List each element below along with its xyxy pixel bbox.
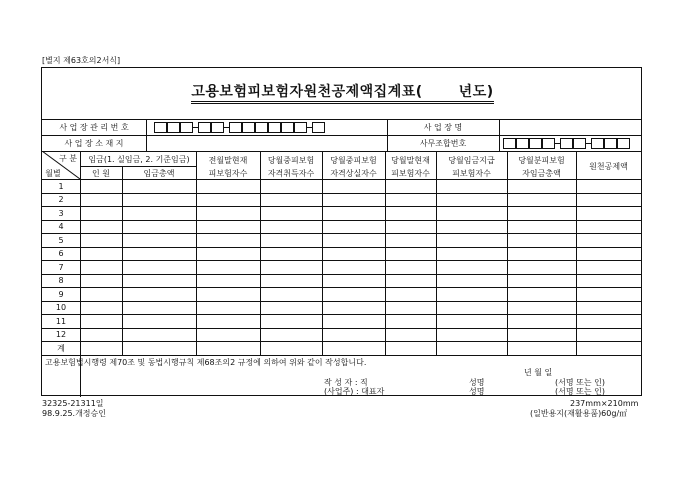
- biz-address-label: 사 업 장 소 재 지: [64, 139, 124, 148]
- row-label: 10: [55, 303, 67, 312]
- footer-statement: 고용보험법시행령 제70조 및 동법시행규칙 제68조의2 규정에 의하여 위와 같이 작성합니다.: [45, 358, 367, 367]
- corner-bottom-label: 월별: [45, 169, 61, 178]
- wage-group-header: 임금(1. 실임금, 2. 기준임금): [88, 155, 190, 164]
- owner-name-label: 성명: [469, 387, 485, 396]
- title-main: 고용보험피보험자원천공제액집계표(: [191, 84, 423, 100]
- biz-name-label: 사 업 장 명: [423, 123, 463, 132]
- headcount-header: 인 원: [92, 169, 110, 178]
- row-label: 11: [55, 316, 67, 326]
- row-label: 7: [58, 262, 64, 272]
- form-code: [별지 제63호의2서식]: [42, 56, 121, 65]
- form-title: [42, 81, 643, 101]
- row-label: 6: [58, 249, 64, 258]
- row-label: 9: [58, 289, 64, 299]
- row-label: 2: [58, 195, 64, 204]
- biz-name-field[interactable]: [500, 120, 640, 134]
- writer-sign[interactable]: (서명 또는 인): [555, 378, 605, 387]
- form-number: 32325-21311일: [42, 399, 104, 408]
- owner-label: (사업주) : 대표자: [324, 387, 385, 396]
- acquired-header-2: 자격취득자수: [267, 169, 315, 178]
- revision-note: 98.9.25.개정승인: [42, 409, 106, 418]
- acquired-header-1: 당월중피보험: [267, 156, 315, 165]
- row-label: 계: [57, 343, 65, 353]
- prev-insured-header-1: 전월말현재: [208, 156, 248, 165]
- lost-header-1: 당월중피보험: [330, 156, 377, 165]
- row-label: 3: [58, 208, 64, 218]
- corner-top-label: 구 분: [59, 154, 77, 163]
- wage-paid-header-2: 피보험자수: [452, 169, 491, 178]
- owner-sign[interactable]: (서명 또는 인): [555, 387, 605, 396]
- footer-date[interactable]: 년 월 일: [524, 368, 553, 377]
- biz-mgmt-no-boxes[interactable]: [154, 122, 325, 133]
- writer-label: 작 성 자 : 직: [324, 378, 368, 387]
- writer-name-label: 성명: [469, 378, 485, 387]
- paper-type: (일반용지(재활용품)60g/㎡: [530, 409, 628, 418]
- wage-total-header: 임금총액: [143, 169, 175, 178]
- withholding-header: 원천공제액: [589, 162, 628, 171]
- row-label: 4: [58, 222, 64, 231]
- portion-wage-header-1: 당월분피보험: [518, 156, 565, 165]
- prev-insured-header-2: 피보험자수: [208, 169, 248, 178]
- portion-wage-header-2: 자임금총액: [522, 169, 561, 178]
- row-label: 8: [58, 276, 64, 285]
- office-no-boxes[interactable]: [503, 138, 630, 149]
- row-label: 5: [58, 235, 64, 245]
- row-label: 1: [58, 181, 64, 191]
- paper-size: 237mm×210mm: [570, 399, 639, 408]
- title-year: 년도): [458, 84, 494, 100]
- wage-paid-header-1: 당월임금지급: [448, 156, 495, 165]
- lost-header-2: 자격상실자수: [330, 169, 377, 178]
- withholding-summary-form: [41, 67, 642, 396]
- row-label: 12: [55, 330, 67, 339]
- month-end-header-1: 당월말현재: [391, 156, 430, 165]
- office-no-label: 사무조합번호: [419, 139, 467, 148]
- biz-address-field[interactable]: [148, 136, 386, 150]
- month-end-header-2: 피보험자수: [391, 169, 430, 178]
- biz-mgmt-no-label: 사 업 장 관 리 번 호: [59, 123, 129, 132]
